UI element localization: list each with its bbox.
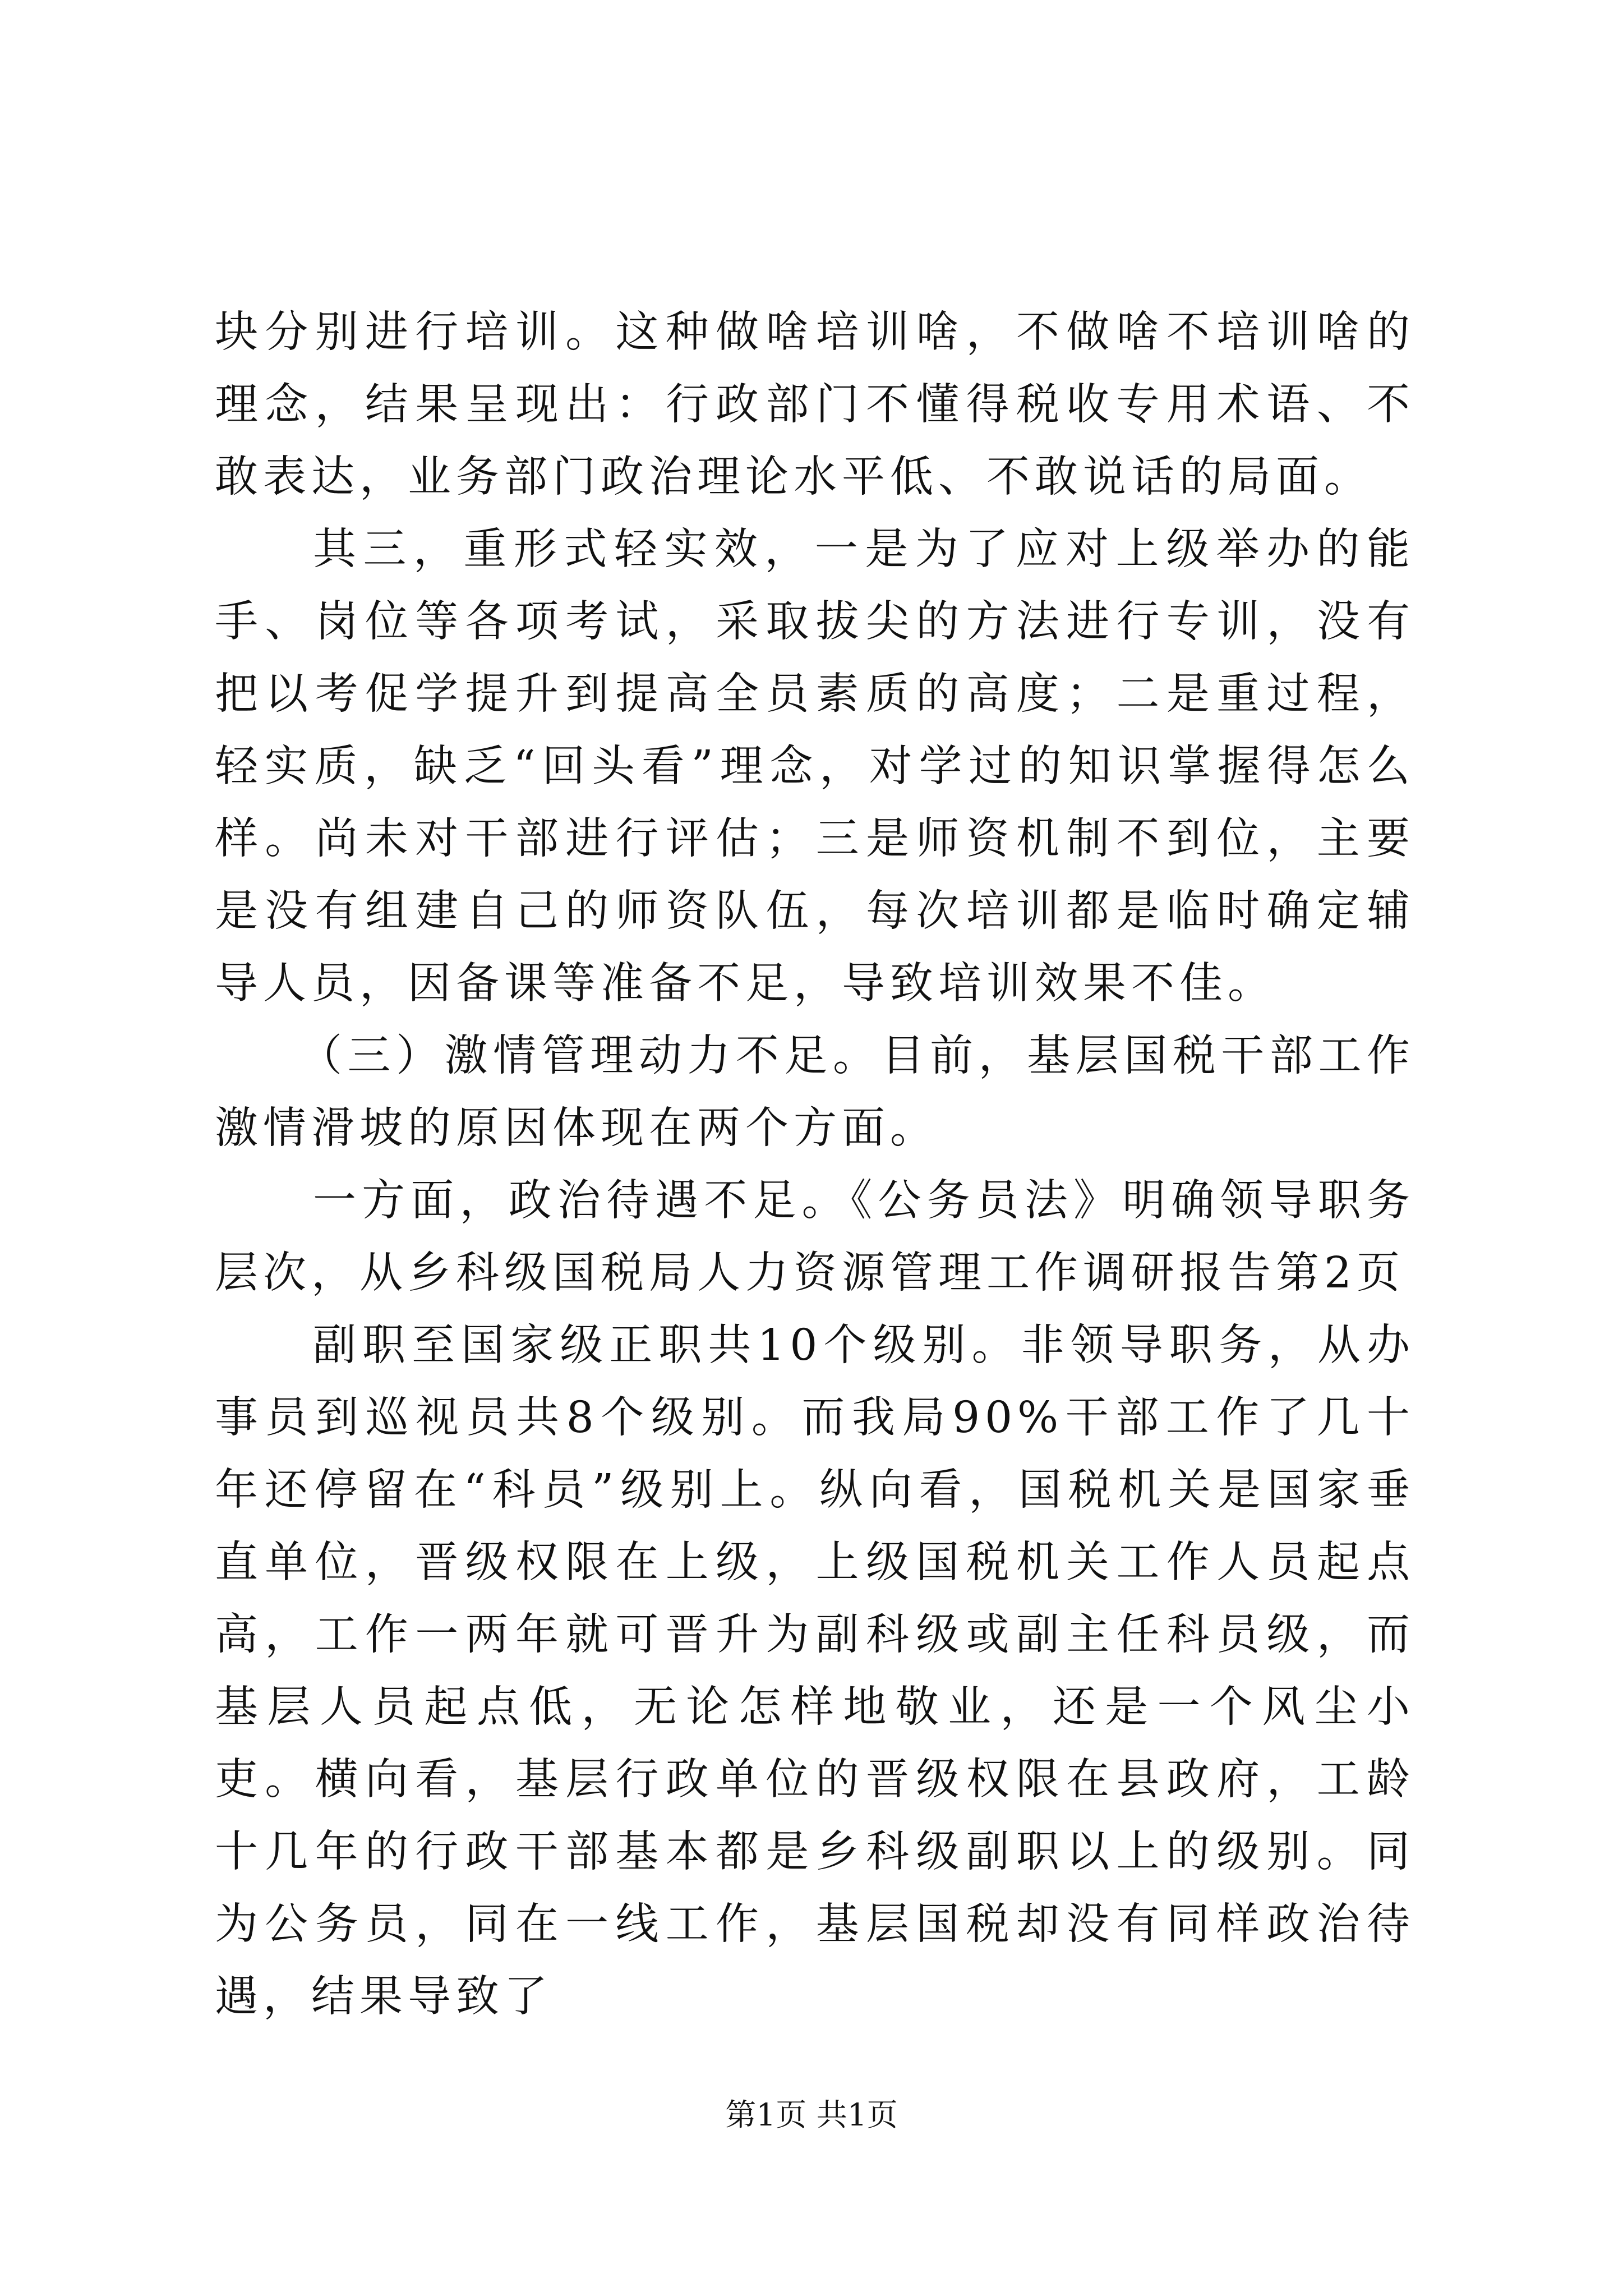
paragraph-political-treatment: 一方面，政治待遇不足。《公务员法》明确领导职务层次，从乡科级国税局人力资源管理工作调研报告第2页 (215, 1176, 1415, 1298)
paragraph-form-over-substance: 其三，重形式轻实效，一是为了应对上级举办的能手、岗位等各项考试，采取拔尖的方法进行专训，没有把以考促学提升到提高全员素质的高度；二是重过程，轻实质，缺乏“回头看”理念，对学过的知识掌握得怎么样。尚未对干部进行评估；三是师资机制不到位，主要是没有组建自己的师资队伍，每次培训都是临时确定辅导人员，因备课等准备不足，导致培训效果不佳。 (215, 524, 1415, 1009)
document-body (215, 296, 1415, 2033)
paragraph-rank-levels: 副职至国家级正职共10个级别。非领导职务，从办事员到巡视员共8个级别。而我局90%干部工作了几十年还停留在“科员”级别上。纵向看，国税机关是国家垂直单位，晋级权限在上级，上级国税机关工作人员起点高，工作一两年就可晋升为副科级或副主任科员级，而基层人员起点低，无论怎样地敬业，还是一个风尘小吏。横向看，基层行政单位的晋级权限在县政府，工龄十几年的行政干部基本都是乡科级副职以上的级别。同为公务员，同在一线工作，基层国税却没有同样政治待遇，结果导致了 (215, 1320, 1415, 2022)
paragraph-motivation-heading: （三）激情管理动力不足。目前，基层国税干部工作激情滑坡的原因体现在两个方面。 (215, 1031, 1415, 1153)
page-footer: 第1页 共1页 (725, 2097, 898, 2133)
paragraph-training-blocks: 块分别进行培训。这种做啥培训啥，不做啥不培训啥的理念，结果呈现出：行政部门不懂得税收专用术语、不敢表达，业务部门政治理论水平低、不敢说话的局面。 (215, 307, 1415, 502)
